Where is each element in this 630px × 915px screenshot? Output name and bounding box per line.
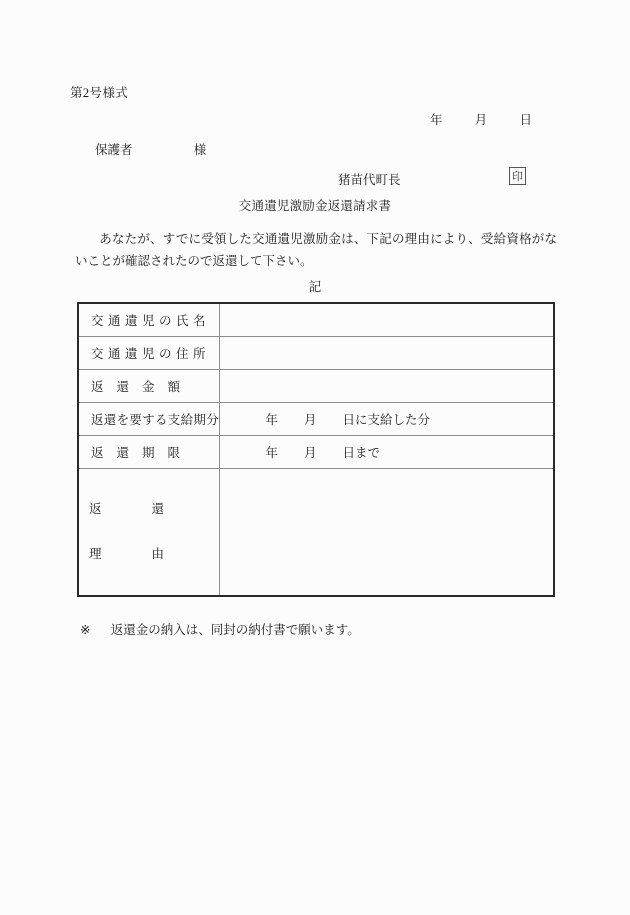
ki-marker: 記 [308,280,322,294]
seal-stamp-box: 印 [509,167,526,185]
table-row [78,435,554,468]
row-label-address-cell [78,336,219,369]
row-label-reason-line2: 理 由 [89,546,165,561]
row-value-address-cell[interactable] [219,336,554,369]
table-row [78,303,554,336]
row-label-period-cell [78,402,219,435]
addressee-honorific: 様 [193,143,207,157]
row-label-address: 交通遺児の住所 [91,346,211,361]
row-value-period-cell[interactable] [219,402,554,435]
table-row [78,369,554,402]
month-label: 月 [474,113,488,127]
day-label: 日 [519,113,533,127]
body-paragraph [75,228,557,272]
row-label-name: 交通遺児の氏名 [91,313,211,328]
addressee-name: 保護者 [95,143,133,157]
row-label-deadline: 返還期限 [91,445,194,460]
date-line [430,110,532,128]
row-label-reason-line1: 返 還 [89,501,165,516]
table-row [78,336,554,369]
form-number: 第2号様式 [70,86,129,100]
deadline-year-label: 年 [265,445,279,460]
row-label-reason-cell [78,468,219,596]
period-year-label: 年 [265,412,279,427]
footnote-symbol: ※ [80,623,91,637]
deadline-month-label: 月 [304,445,317,460]
addressee-line [95,140,206,158]
year-label: 年 [430,113,443,127]
table-row [78,468,554,596]
deadline-date-line [230,443,544,461]
row-value-reason-cell[interactable] [219,468,554,596]
paragraph-text: あなたが、すでに受領した交通遺児激励金は、下記の理由により、受給資格がないことが確認されたので返還して下さい。 [75,232,557,268]
footnote-text: 返還金の納入は、同封の納付書で願います。 [110,623,360,637]
footnote [80,620,360,638]
row-value-deadline-cell[interactable] [219,435,554,468]
row-label-period: 返還を要する支給期分 [91,412,220,427]
row-value-name-cell[interactable] [219,303,554,336]
page-title: 交通遺児激励金返還請求書 [238,199,392,213]
row-label-amount: 返還金額 [91,379,194,394]
period-month-label: 月 [304,412,317,427]
deadline-day-suffix: 日まで [342,445,381,460]
period-day-suffix: 日に支給した分 [342,412,431,427]
row-label-amount-cell [78,369,219,402]
row-label-deadline-cell [78,435,219,468]
issuer-name: 猪苗代町長 [338,173,401,187]
table-row [78,402,554,435]
row-label-name-cell [78,303,219,336]
refund-request-table [77,302,555,597]
row-value-amount-cell[interactable] [219,369,554,402]
period-date-line [230,410,544,428]
